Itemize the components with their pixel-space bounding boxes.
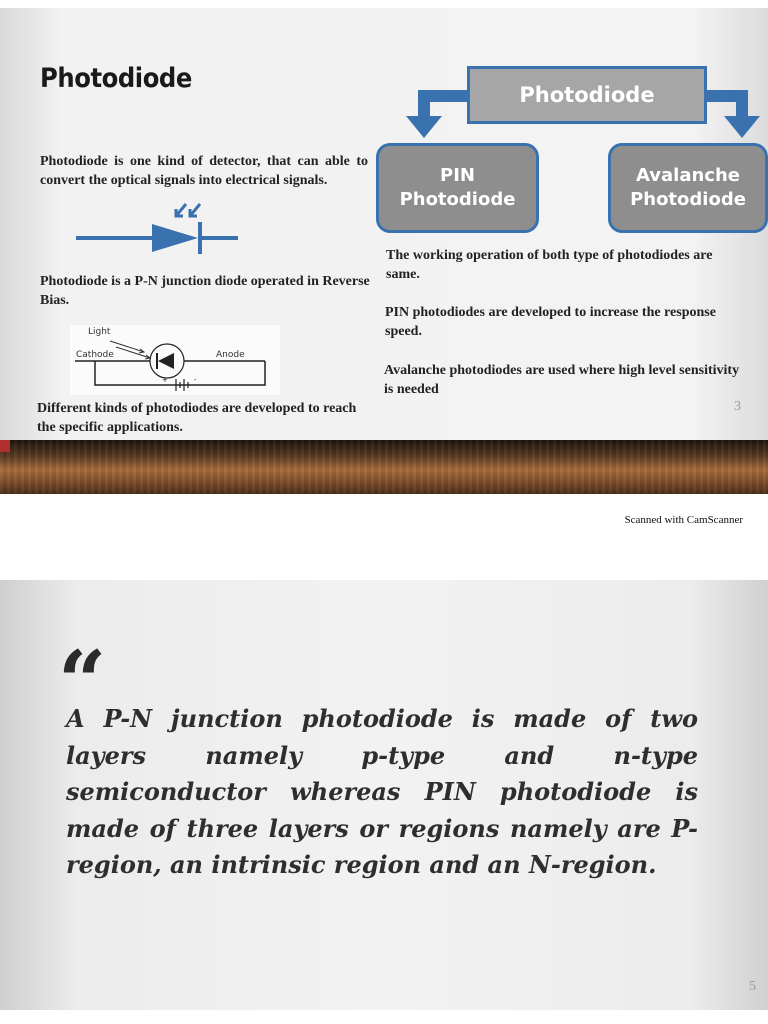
slide-page-number: 3 bbox=[734, 399, 741, 414]
kinds-text: Different kinds of photodiodes are developed to reach the specific applications. bbox=[37, 401, 357, 435]
wooden-table-background bbox=[0, 440, 768, 494]
slide-photodiode-overview bbox=[0, 8, 768, 494]
pin-label-line2: Photodiode bbox=[399, 189, 516, 210]
avalanche-label-line2: Photodiode bbox=[630, 189, 746, 210]
pn-junction-text: Photodiode is a P-N junction diode operated in Reverse Bias. bbox=[40, 274, 370, 308]
intro-text: Photodiode is one kind of detector, that can able to convert the optical signals into electrical signals. bbox=[40, 154, 368, 188]
slide-panel bbox=[0, 8, 768, 440]
svg-text:-: - bbox=[194, 376, 197, 384]
circuit-label-light: Light bbox=[88, 327, 111, 337]
svg-text:+: + bbox=[162, 376, 168, 384]
point-pin-speed: PIN photodiodes are developed to increase the response speed. bbox=[385, 305, 716, 339]
scanner-watermark: Scanned with CamScanner bbox=[624, 514, 743, 526]
avalanche-label-line1: Avalanche bbox=[635, 165, 740, 186]
tree-node-pin-photodiode bbox=[376, 143, 539, 233]
circuit-label-anode: Anode bbox=[216, 350, 245, 360]
quote-text: A P-N junction photodiode is made of two layers namely p-type and n-type semiconductor whereas PIN photodiode is made of three layers or regions namely are P-region, an intrinsic region and an N-region. bbox=[66, 704, 698, 879]
slide-title: Photodiode bbox=[40, 63, 192, 94]
tree-node-avalanche-photodiode bbox=[608, 143, 768, 233]
point-same-operation: The working operation of both type of photodiodes are same. bbox=[386, 248, 713, 282]
point-avalanche-sensitivity: Avalanche photodiodes are used where high level sensitivity is needed bbox=[384, 363, 740, 397]
quote-mark-icon: “ bbox=[58, 632, 107, 731]
circuit-label-cathode: Cathode bbox=[76, 350, 114, 360]
slide-page-number: 5 bbox=[749, 979, 756, 994]
slide-pin-vs-pn-quote bbox=[0, 580, 768, 1010]
tree-root-photodiode: Photodiode bbox=[467, 66, 707, 124]
pin-label-line1: PIN bbox=[440, 165, 475, 186]
